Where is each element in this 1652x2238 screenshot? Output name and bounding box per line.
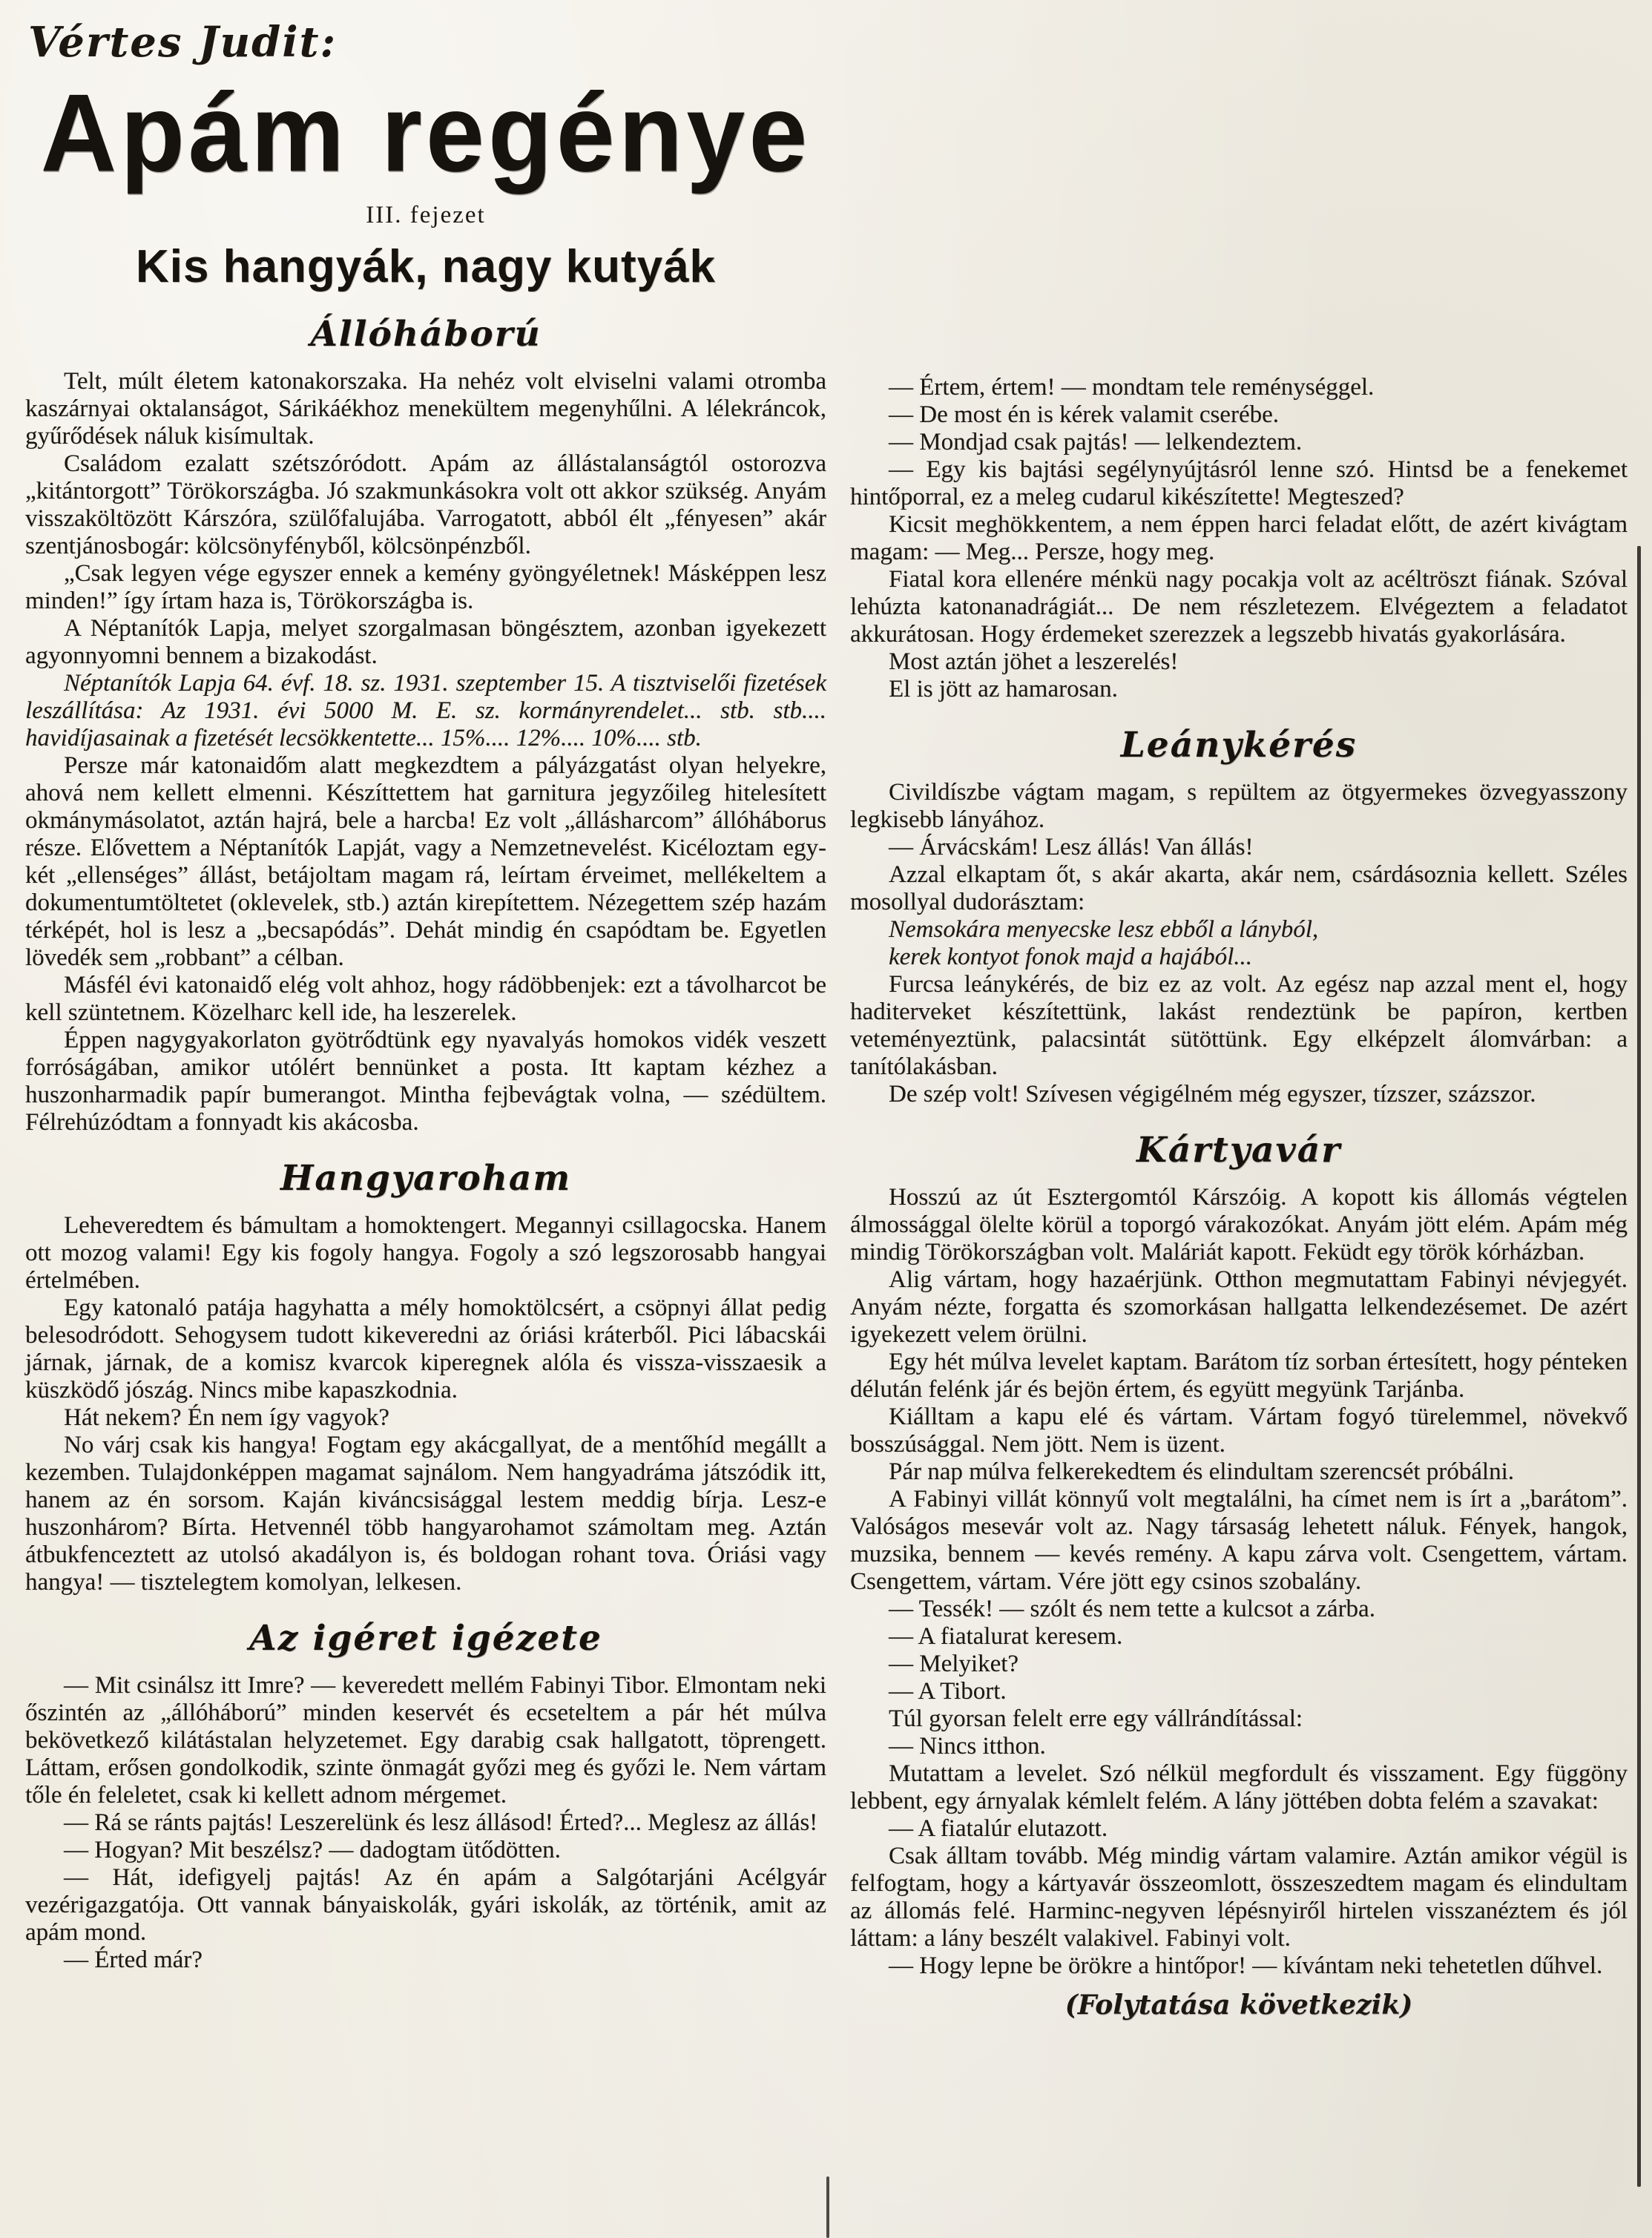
body-paragraph: — Hát, idefigyelj pajtás! Az én apám a Salgótarjáni Acélgyár vezérigazgatója. Ott vannak bányaiskolák, gyári iskolák, az történik, amit az apám mond. <box>25 1864 826 1946</box>
body-paragraph: El is jött az hamarosan. <box>889 676 1118 702</box>
section-heading: Hangyaroham <box>280 1158 572 1199</box>
page-edge-rule <box>1637 546 1641 2187</box>
body-paragraph: — Értem, értem! — mondtam tele reménységgel. <box>889 374 1375 401</box>
body-paragraph: — Nincs itthon. <box>889 1733 1046 1760</box>
verse-line: Nemsokára menyecske lesz ebből a lányból, <box>889 916 1319 943</box>
chapter-label: III. fejezet <box>366 202 486 228</box>
verse-line: kerek kontyot fonok majd a hajából... <box>889 944 1252 970</box>
column-left <box>25 9 826 1974</box>
body-paragraph: Fiatal kora ellenére ménkü nagy pocakja volt az acéltröszt fiának. Szóval lehúzta katonanadrágiát... De nem részletezem. Elvégeztem a feladatot akkurátosan. Hogy érdemeket szerezzek a legszebb hivatás gyakorlására. <box>850 566 1628 648</box>
body-paragraph: Mutattam a levelet. Szó nélkül megfordult és visszament. Egy függöny lebbent, egy árnyalak kémlelt felém. A lány jöttében dobta felém a szavakat: <box>850 1760 1628 1814</box>
body-paragraph: — Rá se ránts pajtás! Leszerelünk és lesz állásod! Érted?... Meglesz az állás! <box>64 1809 818 1836</box>
section-heading: Kártyavár <box>1136 1130 1342 1171</box>
section-heading: Leánykérés <box>1120 725 1358 766</box>
body-paragraph: — Hogyan? Mit beszélsz? — dadogtam ütődötten. <box>64 1837 561 1863</box>
verse <box>850 916 1628 971</box>
body-paragraph: — Melyiket? <box>889 1650 1019 1677</box>
body-paragraph: Leheveredtem és bámultam a homoktengert. Megannyi csillagocska. Hanem ott mozog valami! Egy kis fogoly hangya. Fogoly a szó legszorosabb hangyai értelmében. <box>25 1212 826 1294</box>
body-paragraph: De szép volt! Szívesen végigélném még egyszer, tízszer, százszor. <box>889 1081 1536 1108</box>
body-paragraph: „Csak legyen vége egyszer ennek a kemény gyöngyéletnek! Másképpen lesz minden!” így írtam haza is, Törökországba is. <box>25 560 826 614</box>
column-right <box>850 374 1628 2021</box>
body-paragraph: A Fabinyi villát könnyű volt megtalálni, ha címet nem is írt a „barátom”. Valóságos mesevár volt az. Nagy társaság lehetett náluk. Fények, hangok, muzsika, bennem — kevés remény. A kapu zárva volt. Csengettem, vártam. Csengettem, vártam. Vére jött egy csinos szobalány. <box>850 1486 1628 1595</box>
body-paragraph: Másfél évi katonaidő elég volt ahhoz, hogy rádöbbenjek: ezt a távolharcot be kell szüntetnem. Közelharc kell ide, ha leszerelek. <box>25 972 826 1026</box>
body-paragraph: Azzal elkaptam őt, s akár akarta, akár nem, csárdásoznia kellett. Széles mosollyal dudorásztam: <box>850 861 1628 915</box>
body-paragraph: Egy katonaló patája hagyhatta a mély homoktölcsért, a csöpnyi állat pedig belesodródott. Sehogysem tudott kikeveredni az óriási kráterből. Pici lábacskái járnak, járnak, de a komisz kvarcok kiperegnek alóla és vissza-visszaesik a küszködő jószág. Nincs mibe kapaszkodnia. <box>25 1294 826 1403</box>
body-paragraph: Alig vártam, hogy hazaérjünk. Otthon megmutattam Fabinyi névjegyét. Anyám nézte, forgatta és szomorkásan hallgatta lelkendezésemet. De azért igyekezett velem örülni. <box>850 1266 1628 1348</box>
body-paragraph: — De most én is kérek valamit cserébe. <box>889 401 1279 428</box>
body-paragraph: Persze már katonaidőm alatt megkezdtem a pályázgatást olyan helyekre, ahová nem kellett elmenni. Készíttettem hat garnitura jegyzőileg hitelesített okmánymásolatot, aztán hajrá, bele a harcba! Ez volt „állásharcom” állóháborus része. Elővettem a Néptanítók Lapját, vagy a Nemzetnevelést. Kicéloztam egy-két „ellenséges” állást, betájoltam magam rá, leírtam érveimet, mellékeltem a dokumentumtöltetet (oklevelek, stb.) aztán kirepítettem. Nézegettem szép hazám térképét, hol is lesz a „becsapódás”. Dehát mindig én csapódtam be. Egyetlen lövedék sem „robbant” a célban. <box>25 752 826 971</box>
body-paragraph: — Érted már? <box>64 1946 203 1973</box>
column-left-body <box>25 315 826 1974</box>
body-paragraph: — Hogy lepne be örökre a hintőpor! — kívántam neki tehetetlen dűhvel. <box>889 1952 1603 1979</box>
body-paragraph: Csak álltam tovább. Még mindig vártam valamire. Aztán amikor végül is felfogtam, hogy a kártyavár összeomlott, összeszedtem magam és elindultam az állomás felé. Harminc-negyven lépésnyiről hirtelen visszanéztem és jól láttam: a lány beszélt valakivel. Fabinyi volt. <box>850 1843 1628 1952</box>
author-byline: Vértes Judit: <box>28 18 338 67</box>
column-right-body <box>850 374 1628 2021</box>
masthead <box>25 18 826 292</box>
body-paragraph: Családom ezalatt szétszóródott. Apám az állástalanságtól ostorozva „kitántorgott” Törökországba. Jó szakmunkásokra volt ott akkor szükség. Anyám visszaköltözött Kárszóra, szülőfalujába. Varrogatott, abból élt „fényesen” akár szentjánosbogár: kölcsönyfényből, kölcsönpénzből. <box>25 450 826 559</box>
body-paragraph: Egy hét múlva levelet kaptam. Barátom tíz sorban értesített, hogy pénteken délután felénk jár és bejön értem, és együtt megyünk Tarjánba. <box>850 1349 1628 1403</box>
body-paragraph: — Árvácskám! Lesz állás! Van állás! <box>889 834 1254 860</box>
body-paragraph: — A fiatalurat keresem. <box>889 1623 1123 1650</box>
body-paragraph: — A Tibort. <box>889 1678 1007 1705</box>
body-paragraph: Hosszú az út Esztergomtól Kárszóig. A kopott kis állomás végtelen álmossággal ölelte körül a toporgó várakozókat. Anyám jött elém. Apám még mindig Törökországban volt. Maláriát kapott. Feküdt egy török kórházban. <box>850 1184 1628 1266</box>
column-divider-rule <box>826 2176 829 2238</box>
body-paragraph: — Tessék! — szólt és nem tette a kulcsot a zárba. <box>889 1596 1375 1622</box>
body-paragraph: Néptanítók Lapja 64. évf. 18. sz. 1931. szeptember 15. A tisztviselői fizetések leszállítása: Az 1931. évi 5000 M. E. sz. kormányrendelet... stb. stb.... havidíjasainak a fizetését lecsökkentette... 15%.... 12%.... 10%.... stb. <box>25 670 826 751</box>
continuation-note: (Folytatása következik) <box>1064 1989 1413 2021</box>
body-paragraph: Telt, múlt életem katonakorszaka. Ha nehéz volt elviselni valami otromba kaszárnyai oktalanságot, Sárikáékhoz menekültem megenyhűlni. A lélekráncok, gyűrődések náluk kisímultak. <box>25 368 826 450</box>
body-paragraph: — Mit csinálsz itt Imre? — keveredett mellém Fabinyi Tibor. Elmontam neki őszintén az „állóháború” minden keservét és ecseteltem a pár hét múlva bekövetkező kilátástalan helyzetemet. Egy darabig csak hallgatott, töprengett. Láttam, erősen gondolkodik, szinte önmagát győzi meg és győzi le. Nem vártam tőle én feleletet, csak ki kellett adnom mérgemet. <box>25 1672 826 1808</box>
body-paragraph: — Egy kis bajtási segélynyújtásról lenne szó. Hintsd be a fenekemet hintőporral, ez a meleg cudarul kikészítette! Megteszed? <box>850 456 1628 510</box>
article-title: Apám regénye <box>40 71 812 195</box>
section-heading: Állóháború <box>310 314 542 355</box>
body-paragraph: Most aztán jöhet a leszerelés! <box>889 648 1179 675</box>
body-paragraph: Kiálltam a kapu elé és vártam. Vártam fogyó türelemmel, növekvő bosszúsággal. Nem jött. Nem is üzent. <box>850 1403 1628 1458</box>
body-paragraph: Furcsa leánykérés, de biz ez az volt. Az egész nap azzal ment el, hogy haditerveket készítettünk, lakást rendeztünk be papíron, kertben veteményeztünk, palacsintát sütöttünk. Egy elképzelt álomvárban: a tanítólakásban. <box>850 971 1628 1080</box>
body-paragraph: — A fiatalúr elutazott. <box>889 1815 1108 1842</box>
body-paragraph: — Mondjad csak pajtás! — lelkendeztem. <box>889 429 1303 455</box>
section-heading: Az igéret igézete <box>249 1618 602 1659</box>
body-paragraph: Pár nap múlva felkerekedtem és elindultam szerencsét próbálni. <box>889 1458 1515 1485</box>
body-paragraph: A Néptanítók Lapja, melyet szorgalmasan böngésztem, azonban igyekezett agyonnyomni bennem a bizakodást. <box>25 615 826 669</box>
article-subtitle: Kis hangyák, nagy kutyák <box>135 241 717 292</box>
body-paragraph: Hát nekem? Én nem így vagyok? <box>64 1404 389 1431</box>
body-paragraph: Éppen nagygyakorlaton gyötrődtünk egy nyavalyás homokos vidék veszett forróságában, amikor utólért bennünket a posta. Itt kaptam kézhez a huszonharmadik papír bumerangot. Mintha fejbevágtak volna, — szédültem. Félrehúzódtam a fonnyadt kis akácosba. <box>25 1027 826 1136</box>
body-paragraph: Kicsit meghökkentem, a nem éppen harci feladat előtt, de azért kivágtam magam: — Meg... Persze, hogy meg. <box>850 511 1628 565</box>
body-paragraph: Túl gyorsan felelt erre egy vállrándítással: <box>889 1705 1303 1732</box>
body-paragraph: No várj csak kis hangya! Fogtam egy akácgallyat, de a mentőhíd megállt a kezemben. Tulajdonképpen magamat sajnálom. Nem hangyadráma játszódik itt, hanem az én sorsom. Kaján kiváncsisággal lestem meddig bírja. Lesz-e huszonhárom? Bírta. Hetvennél több hangyarohamot számoltam meg. Aztán átbukfenceztett az utolsó akadályon is, és boldogan rohant tova. Óriási vagy hangya! — tisztelegtem komolyan, lelkesen. <box>25 1432 826 1596</box>
body-paragraph: Civildíszbe vágtam magam, s repültem az ötgyermekes özvegyasszony legkisebb lányához. <box>850 779 1628 833</box>
